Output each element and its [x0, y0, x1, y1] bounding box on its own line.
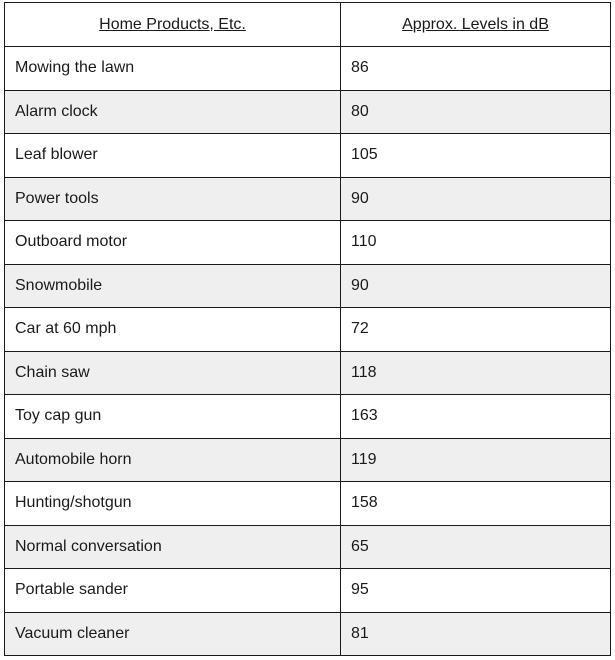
product-cell: Toy cap gun — [5, 395, 341, 439]
level-cell: 163 — [341, 395, 611, 439]
product-cell: Car at 60 mph — [5, 308, 341, 352]
level-cell: 158 — [341, 482, 611, 526]
table-row — [5, 47, 611, 91]
product-cell: Alarm clock — [5, 90, 341, 134]
noise-levels-table-container — [4, 2, 610, 656]
level-cell: 72 — [341, 308, 611, 352]
header-home-products: Home Products, Etc. — [5, 3, 341, 47]
table-row — [5, 177, 611, 221]
header-approx-levels: Approx. Levels in dB — [341, 3, 611, 47]
header-row — [5, 3, 611, 47]
level-cell: 90 — [341, 264, 611, 308]
noise-levels-table — [4, 2, 611, 656]
level-cell: 110 — [341, 221, 611, 265]
table-header — [5, 3, 611, 47]
table-row — [5, 90, 611, 134]
table-row — [5, 438, 611, 482]
table-row — [5, 221, 611, 265]
level-cell: 65 — [341, 525, 611, 569]
product-cell: Vacuum cleaner — [5, 612, 341, 656]
level-cell: 86 — [341, 47, 611, 91]
table-row — [5, 351, 611, 395]
level-cell: 118 — [341, 351, 611, 395]
level-cell: 95 — [341, 569, 611, 613]
table-row — [5, 612, 611, 656]
level-cell: 80 — [341, 90, 611, 134]
level-cell: 105 — [341, 134, 611, 178]
level-cell: 119 — [341, 438, 611, 482]
product-cell: Hunting/shotgun — [5, 482, 341, 526]
product-cell: Leaf blower — [5, 134, 341, 178]
product-cell: Automobile horn — [5, 438, 341, 482]
product-cell: Chain saw — [5, 351, 341, 395]
product-cell: Portable sander — [5, 569, 341, 613]
table-body — [5, 47, 611, 656]
table-row — [5, 264, 611, 308]
level-cell: 81 — [341, 612, 611, 656]
table-row — [5, 308, 611, 352]
table-row — [5, 525, 611, 569]
level-cell: 90 — [341, 177, 611, 221]
table-row — [5, 482, 611, 526]
table-row — [5, 569, 611, 613]
product-cell: Outboard motor — [5, 221, 341, 265]
product-cell: Normal conversation — [5, 525, 341, 569]
table-row — [5, 134, 611, 178]
table-row — [5, 395, 611, 439]
product-cell: Power tools — [5, 177, 341, 221]
product-cell: Mowing the lawn — [5, 47, 341, 91]
product-cell: Snowmobile — [5, 264, 341, 308]
